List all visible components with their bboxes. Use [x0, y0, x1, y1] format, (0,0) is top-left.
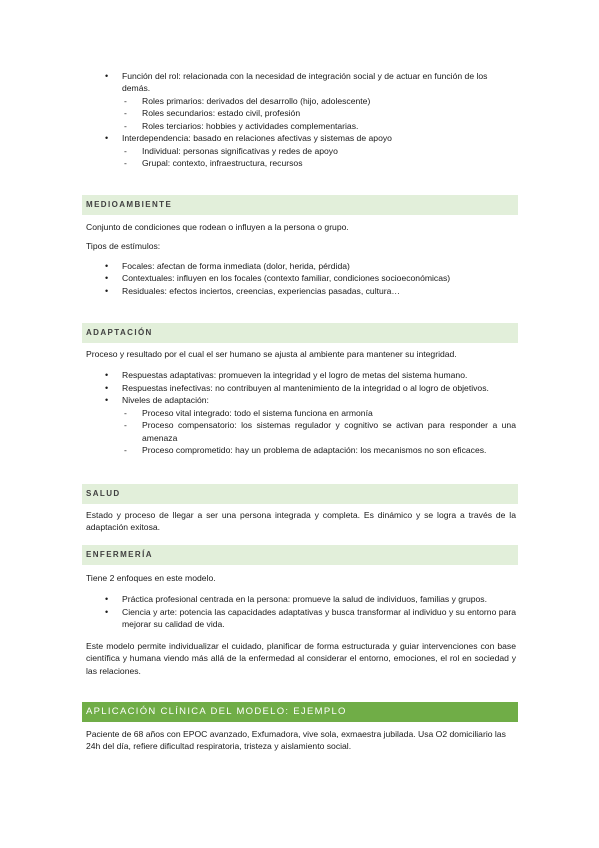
niveles-interdependencia-list — [122, 145, 516, 170]
rol-funcion-text: Función del rol: relacionada con la necesidad de integración social y de actuar en función de los demás. — [122, 71, 488, 94]
medioambiente-definition: Conjunto de condiciones que rodean o influyen a la persona o grupo. — [86, 222, 349, 232]
list-item: - Individual: personas significativas y redes de apoyo — [122, 145, 516, 157]
list-item: - Roles terciarios: hobbies y actividades complementarias. — [122, 120, 516, 132]
section-header-medioambiente: MEDIOAMBIENTE — [82, 195, 518, 215]
caso-clinico-text: Paciente de 68 años con EPOC avanzado, Exfumadora, vive sola, exmaestra jubilada. Usa O2 domiciliario las 24h del día, refiere dificultad respiratoria, tristeza y aislamiento social. — [86, 729, 506, 752]
enfoques-list — [86, 593, 516, 630]
list-item: • Ciencia y arte: potencia las capacidades adaptativas y busca transformar al individuo y su entorno para mejorar su calidad de vida. — [86, 606, 516, 631]
list-item: - Roles primarios: derivados del desarrollo (hijo, adolescente) — [122, 95, 516, 107]
rol-list — [86, 70, 516, 170]
adaptacion-list — [86, 369, 516, 456]
enfermeria-cierre: Este modelo permite individualizar el cuidado, planificar de forma estructurada y guiar intervenciones con base científica y humana viendo más allá de la enfermedad al considerar el entorno, emociones, el rol en sociedad y las relaciones. — [86, 640, 516, 676]
salud-block — [86, 509, 516, 534]
list-item: • Práctica profesional centrada en la persona: promueve la salud de individuos, familias y grupos. — [86, 593, 516, 605]
rol-interdependencia — [86, 132, 516, 169]
medioambiente-block — [86, 221, 516, 297]
enfermeria-intro: Tiene 2 enfoques en este modelo. — [86, 573, 216, 583]
section-header-salud: SALUD — [82, 484, 518, 504]
adaptacion-definition: Proceso y resultado por el cual el ser humano se ajusta al ambiente para mantener su integridad. — [86, 349, 457, 359]
section-header-aplicacion: APLICACIÓN CLÍNICA DEL MODELO: EJEMPLO — [82, 702, 518, 722]
list-item: - Roles secundarios: estado civil, profesión — [122, 107, 516, 119]
section-header-enfermeria: ENFERMERÍA — [82, 545, 518, 565]
list-item: • Respuestas adaptativas: promueven la integridad y el logro de metas del sistema humano. — [86, 369, 516, 381]
list-item: • Residuales: efectos inciertos, creencias, experiencias pasadas, cultura… — [86, 285, 516, 297]
list-item: - Proceso vital integrado: todo el sistema funciona en armonía — [122, 407, 516, 419]
list-item — [86, 394, 516, 456]
salud-definition: Estado y proceso de llegar a ser una persona integrada y completa. Es dinámico y se logra a través de la adaptación exitosa. — [86, 510, 516, 533]
interdependencia-text: Interdependencia: basado en relaciones afectivas y sistemas de apoyo — [122, 133, 392, 144]
list-item: - Proceso comprometido: hay un problema de adaptación: los mecanismos no son eficaces. — [122, 444, 516, 456]
niveles-adaptacion-list — [122, 407, 516, 457]
list-item: - Grupal: contexto, infraestructura, recursos — [122, 157, 516, 169]
tipos-estimulos-label: Tipos de estímulos: — [86, 241, 161, 252]
enfermeria-block — [86, 572, 516, 677]
rol-block — [86, 70, 516, 170]
list-item: • Respuestas inefectivas: no contribuyen al mantenimiento de la integridad o al logro de objetivos. — [86, 382, 516, 394]
list-item: • Focales: afectan de forma inmediata (dolor, herida, pérdida) — [86, 260, 516, 272]
rol-funcion — [86, 70, 516, 132]
adaptacion-block — [86, 348, 516, 457]
list-item: • Contextuales: influyen en los focales (contexto familiar, condiciones socioeconómicas) — [86, 272, 516, 284]
aplicacion-block — [86, 728, 516, 753]
roles-list — [122, 95, 516, 132]
estimulos-list — [86, 260, 516, 297]
list-item: - Proceso compensatorio: los sistemas regulador y cognitivo se activan para responder a una amenaza — [122, 419, 516, 444]
niveles-adaptacion-label: Niveles de adaptación: — [122, 395, 209, 406]
section-header-adaptacion: ADAPTACIÓN — [82, 323, 518, 343]
